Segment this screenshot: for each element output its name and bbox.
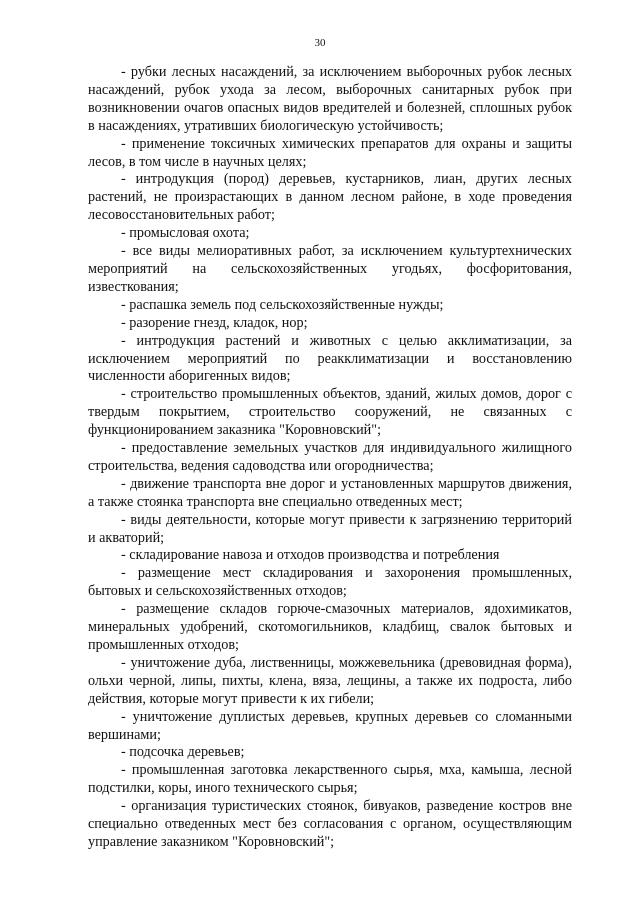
list-item: - подсочка деревьев; bbox=[121, 744, 245, 761]
list-item: - применение токсичных химических препаратов для охраны и защиты лесов, в том числе в научных целях; bbox=[88, 135, 572, 170]
list-item: - интродукция (пород) деревьев, кустарников, лиан, других лесных растений, не произрастающих в данном лесном районе, в ходе проведения лесовосстановительных работ; bbox=[88, 171, 572, 224]
list-item: - рубки лесных насаждений, за исключением выборочных рубок лесных насаждений, рубок ухода за лесом, выборочных санитарных рубок при возникновении очагов опасных видов вредителей и болезней, сплошных рубок в насаждениях, утративших биологическую устойчивость; bbox=[88, 64, 572, 134]
page-number: 30 bbox=[314, 37, 326, 49]
list-item: - интродукция растений и животных с целью акклиматизации, за исключением мероприятий по реакклиматизации и восстановлению численности аборигенных видов; bbox=[88, 332, 572, 385]
list-item: - организация туристических стоянок, бивуаков, разведение костров вне специально отведенных мест без согласования с органом, осуществляющим управление заказником "Коровновский"; bbox=[88, 798, 572, 850]
list-item: - уничтожение дуплистых деревьев, крупных деревьев со сломанными вершинами; bbox=[88, 708, 572, 743]
list-item: - движение транспорта вне дорог и установленных маршрутов движения, а также стоянка транспорта вне специально отведенных мест; bbox=[88, 475, 572, 510]
list-item: - размещение мест складирования и захоронения промышленных, бытовых и сельскохозяйственных отходов; bbox=[88, 565, 572, 600]
list-item: - размещение складов горюче-смазочных материалов, ядохимикатов, минеральных удобрений, скотомогильников, кладбищ, свалок бытовых и промышленных отходов; bbox=[88, 601, 572, 653]
list-item: - уничтожение дуба, лиственницы, можжевельника (древовидная форма), ольхи черной, липы, пихты, клена, вяза, лещины, а также их подроста, либо действия, которые могут привести к их гибели; bbox=[88, 654, 572, 707]
list-item: - промысловая охота; bbox=[121, 225, 250, 242]
list-item: - распашка земель под сельскохозяйственные нужды; bbox=[121, 296, 444, 313]
list-item: - промышленная заготовка лекарственного сырья, мха, камыша, лесной подстилки, коры, иного технического сырья; bbox=[88, 762, 572, 797]
list-item: - виды деятельности, которые могут привести к загрязнению территорий и акваторий; bbox=[88, 511, 572, 546]
list-item: - строительство промышленных объектов, зданий, жилых домов, дорог с твердым покрытием, строительство сооружений, не связанных с функционированием заказника "Коровновский"; bbox=[88, 386, 572, 439]
list-item: - разорение гнезд, кладок, нор; bbox=[121, 314, 308, 331]
list-item: - все виды мелиоративных работ, за исключением культуртехнических мероприятий на сельскохозяйственных угодьях, фосфоритования, известкования; bbox=[88, 243, 572, 295]
list-item: - складирование навоза и отходов производства и потребления bbox=[121, 547, 500, 564]
list-item: - предоставление земельных участков для индивидуального жилищного строительства, ведения садоводства или огородничества; bbox=[88, 440, 572, 474]
document-body bbox=[88, 64, 572, 852]
